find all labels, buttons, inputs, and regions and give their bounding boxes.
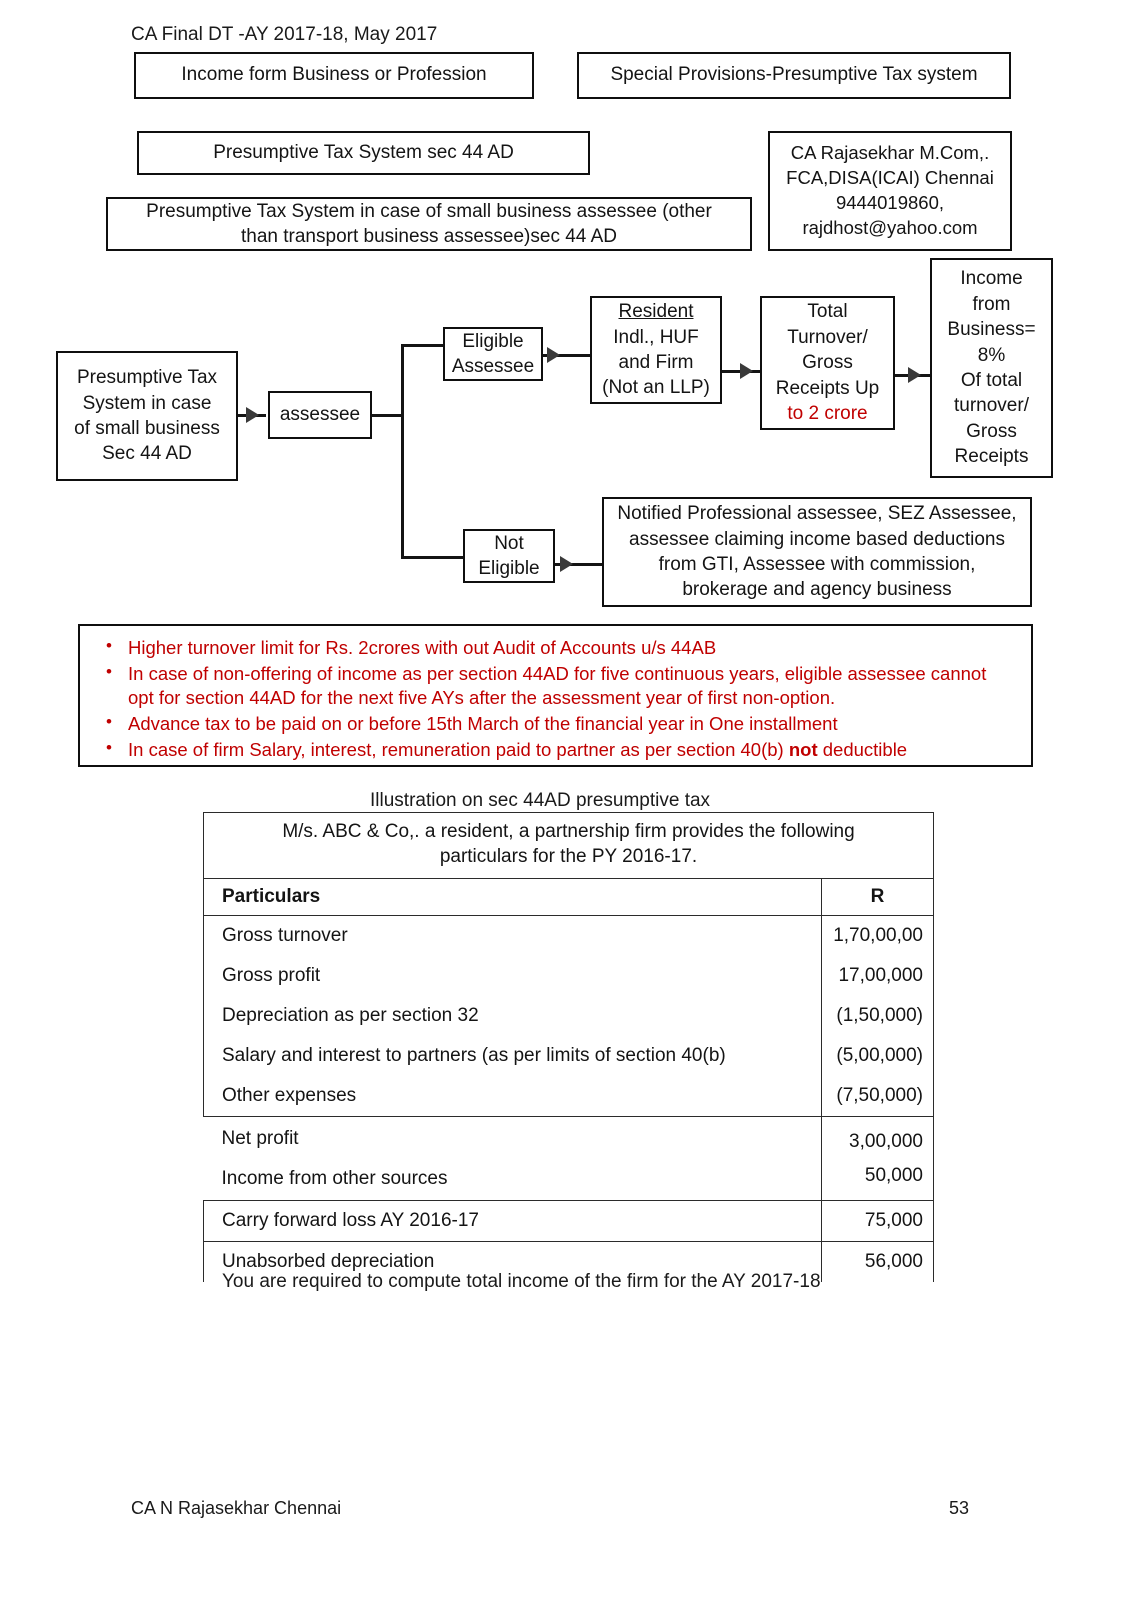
row-value: 17,00,000 bbox=[822, 956, 934, 996]
flow-not-eligible-box bbox=[463, 529, 555, 583]
flow-start-line2: System in case bbox=[82, 392, 212, 414]
subtitle-box-label: Presumptive Tax System sec 44 AD bbox=[213, 141, 514, 163]
arrow-start-to-assessee-icon bbox=[246, 407, 259, 423]
row-label: Depreciation as per section 32 bbox=[204, 996, 822, 1036]
flow-turnover-box bbox=[760, 296, 895, 430]
flow-start-line3: of small business bbox=[74, 418, 220, 439]
author-credentials: FCA,DISA(ICAI) Chennai bbox=[786, 167, 994, 189]
flow-excluded-line3: from GTI, Assessee with commission, bbox=[658, 554, 976, 575]
title-box-special-provisions-label: Special Provisions-Presumptive Tax system bbox=[610, 64, 978, 86]
flow-income-line3: Business= bbox=[947, 319, 1036, 341]
table-row bbox=[204, 1076, 934, 1117]
row-label: Income from other sources bbox=[221, 1167, 448, 1189]
table-header-row bbox=[204, 879, 934, 916]
flow-income-box bbox=[930, 258, 1053, 478]
table-group-row bbox=[204, 1117, 934, 1201]
note-item-emphasis: not bbox=[788, 739, 818, 761]
scope-box-line2: than transport business assessee)sec 44 AD bbox=[241, 226, 617, 247]
connector-branch-not-eligible bbox=[401, 556, 465, 559]
group-label-cell bbox=[204, 1117, 822, 1201]
flow-excluded-line1: Notified Professional assessee, SEZ Assessee, bbox=[617, 503, 1017, 525]
table-header-amount: R bbox=[822, 879, 934, 916]
table-title-cell bbox=[204, 813, 934, 879]
flow-start-line1: Presumptive Tax bbox=[76, 367, 218, 389]
scope-box-line1: Presumptive Tax System in case of small business assessee (other bbox=[146, 200, 712, 222]
subtitle-box-sec44ad bbox=[137, 131, 590, 175]
flow-not-eligible-line1: Not bbox=[494, 532, 524, 554]
note-item: • Advance tax to be paid on or before 15th March of the financial year in One installment bbox=[128, 712, 1017, 736]
flow-assessee-box bbox=[268, 391, 372, 439]
table-row bbox=[204, 956, 934, 996]
flow-eligible-line2: Assessee bbox=[451, 356, 535, 377]
flow-assessee-label: assessee bbox=[279, 403, 361, 425]
flow-eligible-box bbox=[443, 327, 543, 381]
flow-income-line2: from bbox=[972, 293, 1011, 315]
row-label: Net profit bbox=[221, 1127, 299, 1149]
table-row bbox=[204, 1200, 934, 1241]
title-box-special-provisions bbox=[577, 52, 1011, 99]
flow-excluded-line4: brokerage and agency business bbox=[682, 579, 952, 601]
author-card bbox=[768, 131, 1012, 251]
footer-page-number: 53 bbox=[949, 1498, 970, 1518]
notes-list bbox=[90, 636, 1017, 762]
table-title-line2: particulars for the PY 2016-17. bbox=[439, 845, 698, 867]
flow-resident-line1: Resident bbox=[618, 301, 694, 323]
illustration-table bbox=[203, 812, 934, 1282]
note-item-pre: In case of firm Salary, interest, remuneration paid to partner as per section 40(b) bbox=[128, 739, 789, 761]
footer-author: CA N Rajasekhar Chennai bbox=[131, 1498, 342, 1518]
table-row bbox=[204, 916, 934, 957]
flow-income-line1: Income bbox=[960, 268, 1023, 290]
flow-turnover-line1: Total bbox=[807, 301, 848, 323]
flow-income-line5: Of total bbox=[960, 370, 1023, 391]
flow-resident-box bbox=[590, 296, 722, 404]
title-box-income-business bbox=[134, 52, 534, 99]
flow-resident-line3: and Firm bbox=[618, 352, 694, 373]
table-title-line1: M/s. ABC & Co,. a resident, a partnership firm provides the following bbox=[282, 821, 855, 842]
flow-turnover-line4: Receipts Up bbox=[775, 377, 880, 399]
flow-not-eligible-line2: Eligible bbox=[478, 558, 540, 579]
row-label: Salary and interest to partners (as per limits of section 40(b) bbox=[204, 1036, 822, 1076]
flow-turnover-line3: Gross bbox=[802, 352, 853, 374]
row-value: (5,00,000) bbox=[822, 1036, 934, 1076]
header-note: CA Final DT -AY 2017-18, May 2017 bbox=[131, 24, 438, 45]
arrow-eligible-to-resident-icon bbox=[547, 347, 560, 363]
notes-panel bbox=[78, 624, 1033, 767]
author-phone: 9444019860, bbox=[835, 192, 945, 213]
connector-branch-spine bbox=[401, 344, 404, 559]
note-item-post: deductible bbox=[817, 739, 908, 761]
author-name: CA Rajasekhar M.Com,. bbox=[790, 142, 990, 164]
flow-income-line4: 8% bbox=[977, 344, 1006, 366]
flow-resident-line2: Indl., HUF bbox=[613, 326, 699, 348]
row-value: 75,000 bbox=[822, 1200, 934, 1241]
connector-branch-eligible bbox=[401, 344, 445, 347]
row-value: 50,000 bbox=[864, 1164, 923, 1186]
flow-excluded-line2: assessee claiming income based deductions bbox=[629, 528, 1005, 550]
row-value: 3,00,000 bbox=[849, 1131, 923, 1153]
row-label: Carry forward loss AY 2016-17 bbox=[204, 1200, 822, 1241]
row-label: Gross turnover bbox=[204, 916, 822, 957]
flow-resident-line4: (Not an LLP) bbox=[602, 377, 710, 399]
row-value: (1,50,000) bbox=[822, 996, 934, 1036]
author-email: rajdhost@yahoo.com bbox=[802, 216, 978, 238]
flow-turnover-line2: Turnover/ bbox=[787, 326, 868, 348]
connector-assessee-out bbox=[372, 414, 404, 417]
flow-income-line6: turnover/ bbox=[954, 395, 1029, 417]
table-title-row bbox=[204, 813, 934, 879]
illustration-caption: Illustration on sec 44AD presumptive tax bbox=[370, 790, 711, 811]
flow-excluded-box bbox=[602, 497, 1032, 607]
arrow-resident-to-turnover-icon bbox=[740, 363, 753, 379]
table-row bbox=[204, 996, 934, 1036]
scope-box-small-business bbox=[106, 197, 752, 251]
flow-turnover-limit: to 2 crore bbox=[787, 403, 868, 425]
row-label: Unabsorbed depreciation bbox=[204, 1241, 822, 1282]
row-value: 56,000 bbox=[822, 1241, 934, 1282]
note-item: • Higher turnover limit for Rs. 2crores with out Audit of Accounts u/s 44AB bbox=[128, 636, 1017, 660]
group-value-cell bbox=[822, 1117, 934, 1201]
arrow-not-eligible-to-excluded-icon bbox=[560, 556, 573, 572]
arrow-turnover-to-income-icon bbox=[908, 367, 921, 383]
note-item: • In case of non-offering of income as per section 44AD for five continuous years, eligible assessee cannot opt for section 44AD for the next five AYs after the assessment year of first non-option. bbox=[128, 662, 1017, 710]
flow-start-line4: Sec 44 AD bbox=[102, 443, 192, 465]
compute-instruction: You are required to compute total income of the firm for the AY 2017-18 bbox=[222, 1271, 821, 1292]
row-label: Other expenses bbox=[204, 1076, 822, 1117]
flow-start-box bbox=[56, 351, 238, 481]
flow-income-line7: Gross bbox=[966, 420, 1017, 442]
flow-eligible-line1: Eligible bbox=[462, 330, 524, 352]
row-value: 1,70,00,00 bbox=[822, 916, 934, 957]
row-value: (7,50,000) bbox=[822, 1076, 934, 1117]
table-row bbox=[204, 1036, 934, 1076]
row-label: Gross profit bbox=[204, 956, 822, 996]
title-box-income-business-label: Income form Business or Profession bbox=[181, 64, 487, 86]
flow-income-line8: Receipts bbox=[954, 446, 1029, 468]
table-header-particulars: Particulars bbox=[204, 879, 822, 916]
note-item bbox=[128, 738, 1017, 762]
